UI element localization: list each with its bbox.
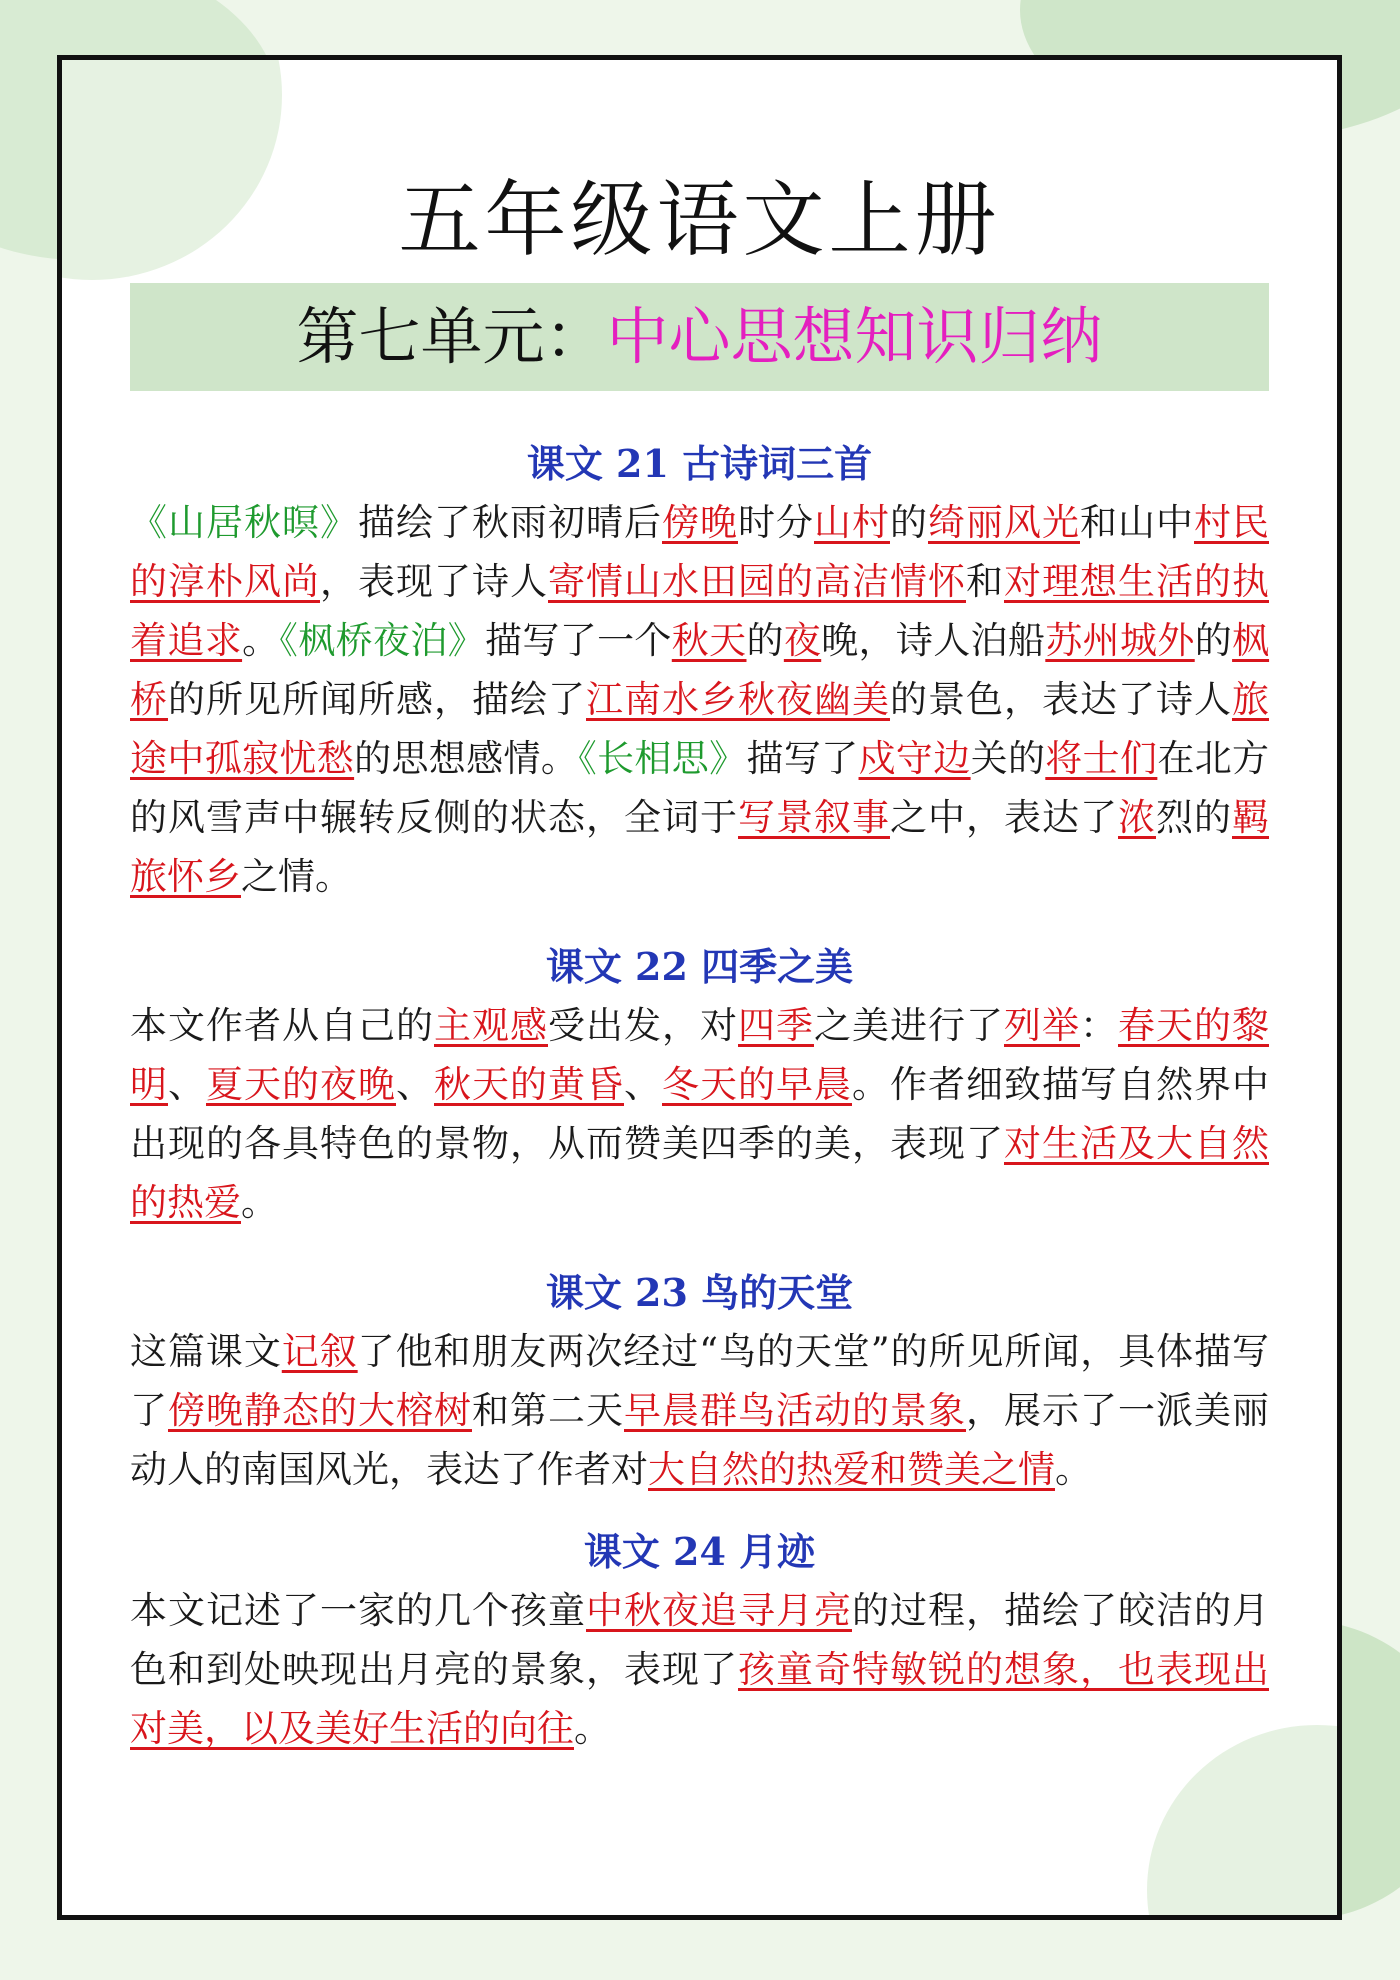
unit-label: 第七单元： [296,300,607,373]
key-phrase: 旅途中孤寂忧愁 [130,678,1269,780]
text-segment: 在北方的风雪声中辗转反侧的状态，全词于 [130,737,1270,839]
key-phrase: 羁旅怀乡 [130,796,1269,898]
lesson-title: 课文 23 鸟的天堂 [545,1270,854,1315]
key-phrase: 春天的黎明 [130,1004,1269,1106]
key-phrase: 大自然的热爱和赞美之情 [648,1448,1055,1491]
text-segment: 时分 [738,501,814,544]
document-page [57,55,1342,1920]
text-segment: 的 [890,501,928,544]
text-segment: 。 [242,619,280,662]
text-segment: 受出发，对 [548,1004,738,1047]
text-segment: 、 [168,1063,206,1106]
text-segment: 之中，表达了 [890,796,1118,839]
key-phrase: 记叙 [281,1330,358,1373]
key-phrase: 夜 [783,619,822,662]
key-phrase: 村民的淳朴风尚 [130,501,1269,603]
lesson-section [130,435,1269,906]
lesson-summary [130,996,1269,1232]
text-segment: 之美进行了 [814,1004,1004,1047]
key-phrase: 写景叙事 [738,796,890,839]
lesson-summary [130,1581,1269,1758]
lesson-section [130,1523,1269,1758]
text-segment: 、 [624,1063,662,1106]
key-phrase: 秋天的黄昏 [434,1063,624,1106]
key-phrase: 傍晚 [662,501,738,544]
unit-topic: 中心思想知识归纳 [606,300,1103,373]
key-phrase: 主观感 [434,1004,548,1047]
key-phrase: 孩童奇特敏锐的想象，也表现出对美，以及美好生活的向往 [130,1648,1269,1750]
key-phrase: 戍守边 [858,737,971,780]
text-segment: 描写了一个 [485,619,672,662]
text-segment: 和山中 [1080,501,1194,544]
key-phrase: 江南水乡秋夜幽美 [586,678,890,721]
text-segment: 晚，诗人泊船 [821,619,1046,662]
text-segment: 烈的 [1156,796,1232,839]
text-segment: 的 [1194,619,1233,662]
page-title: 五年级语文上册 [398,173,1001,268]
text-segment: 的思想感情。 [354,737,579,780]
text-segment: 了他和朋友两次经过“鸟的天堂”的所见所闻，具体描写了 [130,1330,1270,1432]
text-segment: ，表现了诗人 [320,560,548,603]
text-segment: 。作者细致描写自然界中出现的各具特色的景物，从而赞美四季的美，表现了 [130,1063,1269,1165]
poem-title: 《山居秋暝》 [130,501,358,544]
key-phrase: 苏州城外 [1045,619,1195,662]
key-phrase: 列举 [1004,1004,1080,1047]
text-segment: 本文记述了一家的几个孩童 [130,1589,586,1632]
text-segment: 和第二天 [472,1389,624,1432]
text-segment: 。 [1055,1448,1092,1491]
text-segment: 、 [396,1063,434,1106]
key-phrase: 夏天的夜晚 [206,1063,396,1106]
key-phrase: 傍晚静态的大榕树 [168,1389,472,1432]
text-segment: 的所见所闻所感，描绘了 [168,678,586,721]
key-phrase: 将士们 [1045,737,1158,780]
lesson-section [130,938,1269,1232]
text-segment: 描绘了秋雨初晴后 [358,501,662,544]
text-segment: 之情。 [241,855,352,898]
text-segment: 本文作者从自己的 [130,1004,434,1047]
lesson-title: 课文 21 古诗词三首 [526,441,873,486]
text-segment: 的景色，表达了诗人 [890,678,1232,721]
key-phrase: 对理想生活的执着追求 [130,560,1269,662]
poem-title: 《枫桥夜泊》 [279,619,486,662]
text-segment: 描写了 [746,737,859,780]
key-phrase: 对生活及大自然的热爱 [130,1122,1269,1224]
text-segment: 的过程，描绘了皎洁的月色和到处映现出月亮的景象，表现了 [130,1589,1269,1691]
key-phrase: 秋天 [671,619,747,662]
key-phrase: 枫桥 [130,619,1270,721]
key-phrase: 四季 [738,1004,814,1047]
key-phrase: 中秋夜追寻月亮 [586,1589,852,1632]
text-segment: ，展示了一派美丽动人的南国风光，表达了作者对 [130,1389,1269,1491]
key-phrase: 寄情山水田园的高洁情怀 [548,560,966,603]
text-segment: 。 [574,1707,611,1750]
unit-banner [130,283,1269,391]
key-phrase: 早晨群鸟活动的景象 [624,1389,966,1432]
lesson-list [130,435,1269,1758]
key-phrase: 山村 [814,501,890,544]
text-segment: 关的 [970,737,1046,780]
lesson-summary [130,493,1269,906]
key-phrase: 绮丽风光 [928,501,1080,544]
poem-title: 《长相思》 [578,737,747,780]
text-segment: ： [1080,1004,1118,1047]
lesson-title: 课文 22 四季之美 [545,944,854,989]
text-segment: 和 [966,560,1004,603]
lesson-summary [130,1322,1269,1499]
lesson-section [130,1264,1269,1499]
lesson-title: 课文 24 月迹 [583,1529,816,1574]
text-segment: 这篇课文 [130,1330,282,1373]
text-segment: 的 [746,619,784,662]
key-phrase: 浓 [1118,796,1156,839]
text-segment: 。 [241,1181,278,1224]
key-phrase: 冬天的早晨 [662,1063,852,1106]
